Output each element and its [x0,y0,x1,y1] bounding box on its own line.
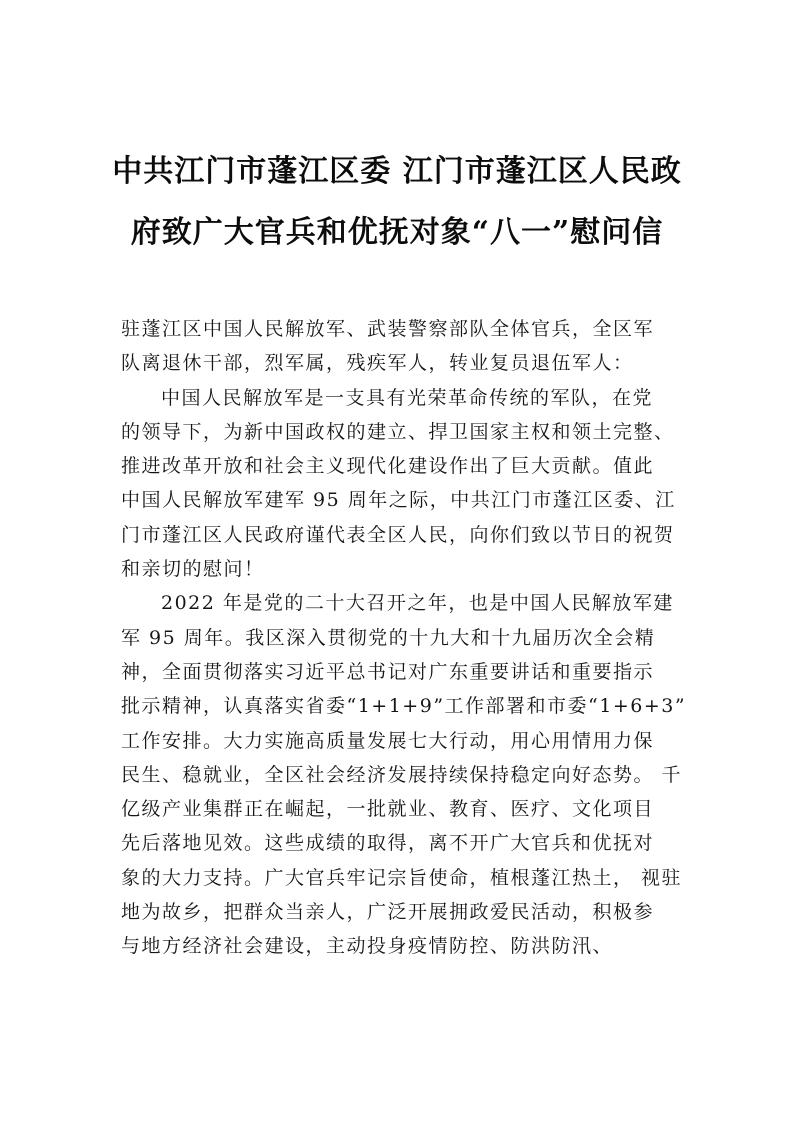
body-line: 推进改革开放和社会主义现代化建设作出了巨大贡献。值此 [121,455,655,478]
body-line: 先后落地见效。这些成绩的取得，离不开广大官兵和优抚对 [121,832,655,855]
body-line: 和亲切的慰问！ [121,558,265,581]
body-line: 驻蓬江区中国人民解放军、武装警察部队全体官兵，全区军 [121,318,655,340]
letter-title-line-1: 中共江门市蓬江区委 江门市蓬江区人民政 [112,154,682,189]
body-line: 与地方经济社会建设，主动投身疫情防控、防洪防汛、 [121,935,614,958]
letter-title-line-2: 府致广大官兵和优抚对象“八一”慰问信 [130,215,664,250]
body-line: 的领导下，为新中国政权的建立、捍卫国家主权和领土完整、 [121,420,675,443]
body-line: 门市蓬江区人民政府谨代表全区人民，向你们致以节日的祝贺 [121,523,675,546]
body-line: 队离退休干部，烈军属，残疾军人，转业复员退伍军人： [121,352,634,375]
body-line: 工作安排。大力实施高质量发展七大行动，用心用情用力保 [121,729,655,752]
letter-body [121,312,687,964]
body-line: 中国人民解放军建军 95 周年之际，中共江门市蓬江区委、江 [121,489,676,512]
body-line: 亿级产业集群正在崛起，一批就业、教育、医疗、文化项目 [121,798,655,821]
body-line: 2022 年是党的二十大召开之年，也是中国人民解放军建 [161,592,674,615]
body-line: 中国人民解放军是一支具有光荣革命传统的军队，在党 [161,386,654,409]
body-line: 批示精神，认真落实省委“1+1+9”工作部署和市委“1+6+3” [121,695,687,718]
body-line: 民生、稳就业，全区社会经济发展持续保持稳定向好态势。 千 [121,763,683,786]
body-line: 地为故乡，把群众当亲人，广泛开展拥政爱民活动，积极参 [121,901,655,924]
body-line: 象的大力支持。广大官兵牢记宗旨使命，植根蓬江热土， 视驻 [121,866,683,889]
body-line: 军 95 周年。我区深入贯彻党的十九大和十九届历次全会精 [121,626,656,649]
body-line: 神，全面贯彻落实习近平总书记对广东重要讲话和重要指示 [121,660,655,683]
